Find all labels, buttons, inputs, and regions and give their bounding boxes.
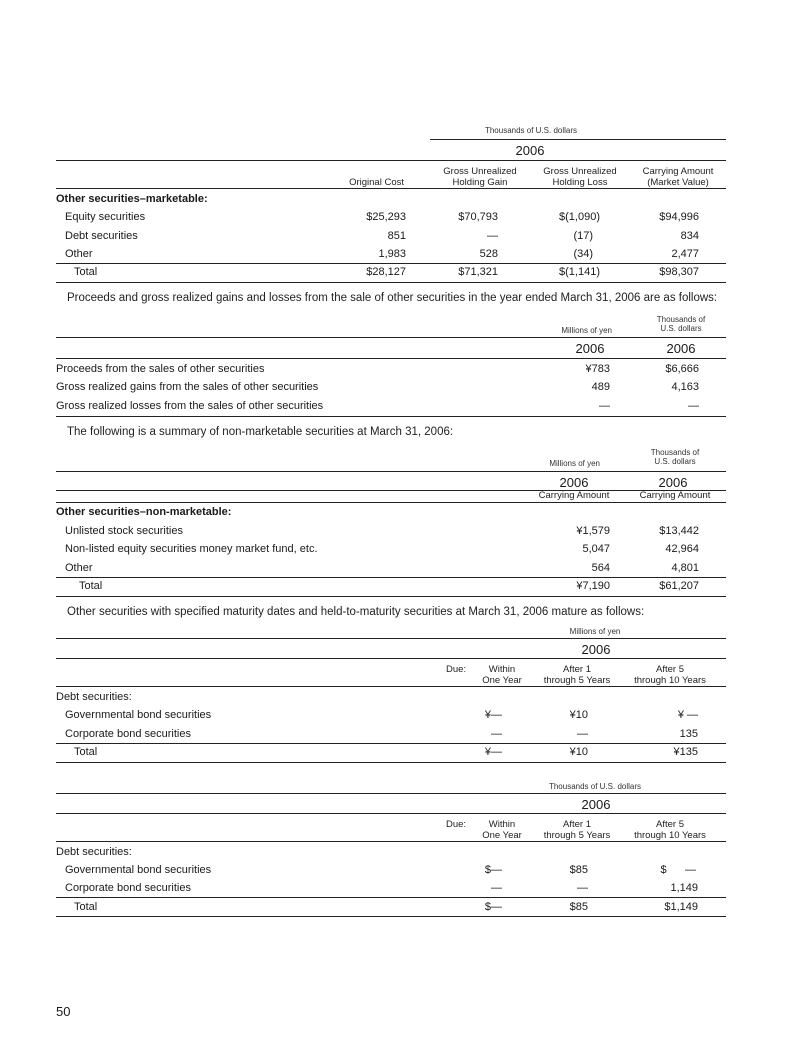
cell: $(1,141): [559, 266, 600, 278]
table1-unit: Thousands of U.S. dollars: [484, 126, 578, 135]
row-label: Governmental bond securities: [65, 864, 212, 876]
divider: [56, 188, 726, 189]
cell: $25,293: [366, 211, 406, 223]
row-label: Gross realized losses from the sales of other securities: [56, 400, 324, 412]
unit-usd: Thousands of U.S. dollars: [650, 448, 700, 466]
cell: 1,149: [670, 882, 698, 894]
cell: 2,477: [671, 248, 699, 260]
cell: —: [491, 728, 502, 740]
cell: 5,047: [582, 543, 610, 555]
cell: $70,793: [458, 211, 498, 223]
cell: 1,983: [378, 248, 406, 260]
divider: [56, 502, 726, 503]
cell: $85: [569, 901, 588, 913]
cell: 851: [387, 230, 406, 242]
total-label: Total: [74, 901, 98, 913]
table5-year: 2006: [581, 797, 611, 812]
col-header: Within One Year: [482, 819, 522, 841]
divider: [56, 686, 726, 687]
cell: (17): [573, 230, 593, 242]
table1-year: 2006: [515, 143, 545, 158]
cell: 528: [479, 248, 498, 260]
unit-yen: Millions of yen: [561, 326, 612, 335]
cell: $98,307: [659, 266, 699, 278]
cell: ¥7,190: [576, 580, 610, 592]
cell: —: [577, 882, 588, 894]
year: 2006: [559, 475, 589, 490]
cell: 135: [679, 728, 698, 740]
cell: ¥783: [585, 363, 610, 375]
cell: 564: [591, 562, 610, 574]
section-label: Debt securities:: [56, 846, 132, 858]
cell: ¥ —: [677, 709, 698, 721]
divider: [56, 282, 726, 283]
cell: —: [599, 400, 610, 412]
cell: $1,149: [664, 901, 698, 913]
row-label: Corporate bond securities: [65, 728, 191, 740]
cell: ¥—: [484, 746, 502, 758]
col-header: After 1 through 5 Years: [543, 819, 611, 841]
cell: $28,127: [366, 266, 406, 278]
col-header: Carrying Amount: [639, 490, 711, 501]
year: 2006: [575, 341, 605, 356]
cell: ¥10: [569, 709, 588, 721]
cell: ¥—: [484, 709, 502, 721]
col-header: Carrying Amount: [538, 490, 610, 501]
total-label: Total: [79, 580, 103, 592]
divider: [56, 658, 726, 659]
row-label: Gross realized gains from the sales of other securities: [56, 381, 319, 393]
cell: 834: [680, 230, 699, 242]
divider: [56, 337, 726, 338]
row-label: Corporate bond securities: [65, 882, 191, 894]
intro-paragraph: The following is a summary of non-marketable securities at March 31, 2006:: [67, 426, 454, 438]
page-number: 50: [56, 1004, 71, 1019]
table4-unit: Millions of yen: [569, 627, 621, 636]
col-header: Carrying Amount (Market Value): [642, 166, 714, 188]
cell: $6,666: [665, 363, 699, 375]
cell: —: [577, 728, 588, 740]
due-label: Due:: [446, 664, 467, 675]
divider: [56, 841, 726, 842]
cell: $61,207: [659, 580, 699, 592]
total-label: Total: [74, 746, 98, 758]
section-label: Other securities–non-marketable:: [56, 506, 232, 518]
cell: 4,801: [671, 562, 699, 574]
year: 2006: [666, 341, 696, 356]
divider: [56, 813, 726, 814]
col-header: After 5 through 10 Years: [634, 664, 706, 686]
section-label: Other securities–marketable:: [56, 193, 208, 205]
cell: 489: [591, 381, 610, 393]
table4-year: 2006: [581, 642, 611, 657]
section-label: Debt securities:: [56, 691, 132, 703]
cell: —: [487, 230, 498, 242]
cell: (34): [573, 248, 593, 260]
cell: ¥1,579: [576, 525, 610, 537]
table5-unit: Thousands of U.S. dollars: [548, 782, 642, 791]
divider: [56, 743, 726, 744]
cell: $—: [484, 901, 502, 913]
cell: —: [688, 400, 699, 412]
total-label: Total: [74, 266, 98, 278]
cell: 4,163: [671, 381, 699, 393]
col-header: Gross Unrealized Holding Loss: [543, 166, 617, 188]
due-label: Due:: [446, 819, 467, 830]
cell: $—: [484, 864, 502, 876]
row-label: Other: [65, 248, 93, 260]
col-header: Within One Year: [482, 664, 522, 686]
divider: [56, 762, 726, 763]
cell: $71,321: [458, 266, 498, 278]
cell: $13,442: [659, 525, 699, 537]
cell: ¥10: [569, 746, 588, 758]
row-label: Equity securities: [65, 211, 146, 223]
col-header: After 5 through 10 Years: [634, 819, 706, 841]
unit-usd: Thousands of U.S. dollars: [656, 315, 706, 333]
cell: $(1,090): [559, 211, 600, 223]
divider: [56, 897, 726, 898]
col-header: After 1 through 5 Years: [543, 664, 611, 686]
cell: ¥135: [673, 746, 698, 758]
divider: [56, 596, 726, 597]
divider: [56, 358, 726, 359]
cell: $85: [569, 864, 588, 876]
divider: [56, 263, 726, 264]
cell: $94,996: [659, 211, 699, 223]
divider: [56, 160, 726, 161]
col-header: Gross Unrealized Holding Gain: [443, 166, 517, 188]
row-label: Non-listed equity securities money market fund, etc.: [65, 543, 318, 555]
divider: [56, 638, 726, 639]
divider: [56, 577, 726, 578]
row-label: Governmental bond securities: [65, 709, 212, 721]
divider: [56, 471, 726, 472]
divider: [56, 916, 726, 917]
divider: [430, 139, 726, 140]
row-label: Debt securities: [65, 230, 138, 242]
year: 2006: [658, 475, 688, 490]
row-label: Proceeds from the sales of other securities: [56, 363, 265, 375]
intro-paragraph: Proceeds and gross realized gains and losses from the sale of other securities in the year ended March 31, 2006 are as follows:: [67, 292, 718, 304]
row-label: Other: [65, 562, 93, 574]
cell: —: [491, 882, 502, 894]
unit-yen: Millions of yen: [549, 459, 600, 468]
cell: $ —: [660, 864, 696, 876]
divider: [56, 793, 726, 794]
row-label: Unlisted stock securities: [65, 525, 183, 537]
divider: [56, 416, 726, 417]
cell: 42,964: [665, 543, 699, 555]
col-header: Original Cost: [349, 177, 404, 188]
intro-paragraph: Other securities with specified maturity dates and held-to-maturity securities at March 31, 2006 mature as follows:: [67, 606, 645, 618]
